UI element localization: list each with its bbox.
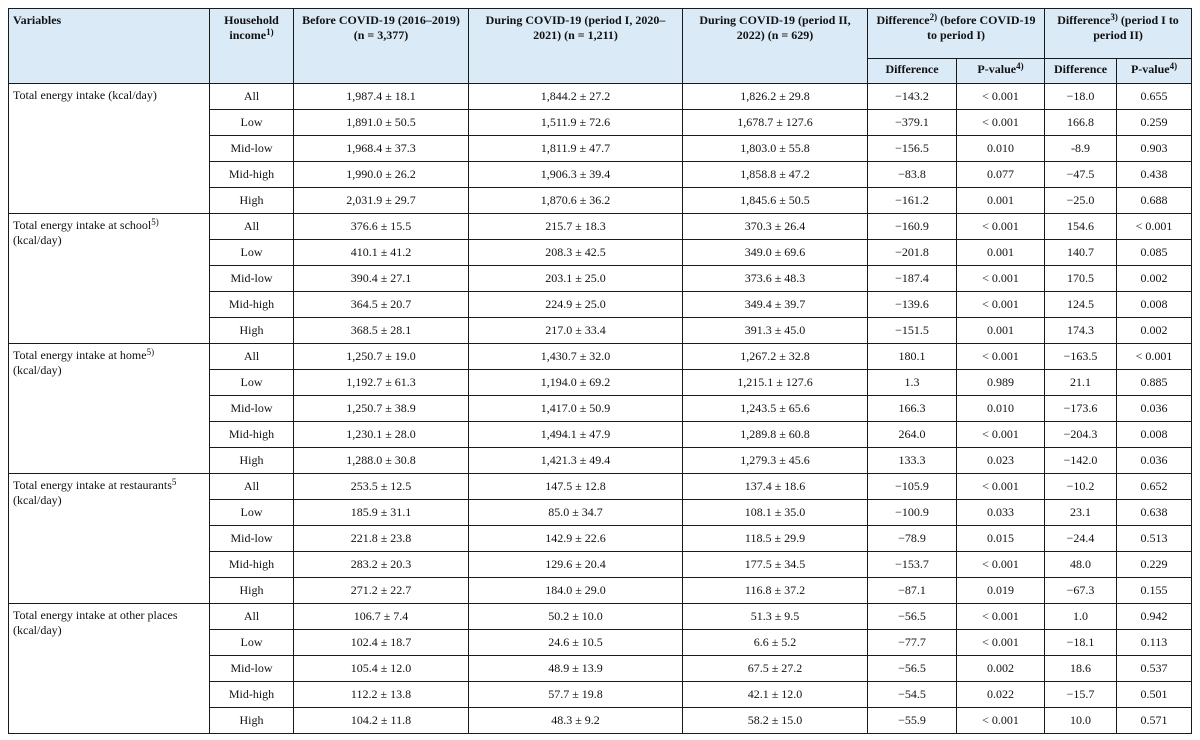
period2-cell: 177.5 ± 34.5 [683, 552, 868, 578]
table-row [9, 604, 1192, 630]
before-cell: 390.4 ± 27.1 [294, 266, 469, 292]
pvalue2-cell: 0.688 [1117, 188, 1192, 214]
difference1-cell: −153.7 [868, 552, 957, 578]
difference2-cell: 10.0 [1045, 708, 1117, 734]
income-cell: Low [210, 370, 294, 396]
before-cell: 1,990.0 ± 26.2 [294, 162, 469, 188]
variable-label [9, 214, 210, 344]
pvalue1-cell: < 0.001 [957, 266, 1045, 292]
difference2-cell: −24.4 [1045, 526, 1117, 552]
variable-footnote: 5) [146, 347, 155, 357]
before-cell: 364.5 ± 20.7 [294, 292, 469, 318]
variable-label-text: Total energy intake at school [13, 218, 152, 232]
difference1-cell: −156.5 [868, 136, 957, 162]
period1-cell: 208.3 ± 42.5 [469, 240, 683, 266]
income-cell: All [210, 344, 294, 370]
difference1-cell: 166.3 [868, 396, 957, 422]
variable-unit: (kcal/day) [13, 363, 62, 377]
pvalue2-cell: 0.259 [1117, 110, 1192, 136]
income-cell: High [210, 578, 294, 604]
period1-cell: 184.0 ± 29.0 [469, 578, 683, 604]
pvalue2-cell: 0.036 [1117, 396, 1192, 422]
pvalue1-cell: < 0.001 [957, 604, 1045, 630]
before-cell: 1,250.7 ± 19.0 [294, 344, 469, 370]
period2-cell: 51.3 ± 9.5 [683, 604, 868, 630]
pvalue2-cell: 0.155 [1117, 578, 1192, 604]
difference2-cell: −142.0 [1045, 448, 1117, 474]
period2-cell: 1,267.2 ± 32.8 [683, 344, 868, 370]
table-row [9, 84, 1192, 110]
difference2-cell: 1.0 [1045, 604, 1117, 630]
before-cell: 102.4 ± 18.7 [294, 630, 469, 656]
difference2-cell: −18.1 [1045, 630, 1117, 656]
pvalue2-cell: 0.008 [1117, 292, 1192, 318]
difference1-cell: −160.9 [868, 214, 957, 240]
variable-label-text: Total energy intake (kcal/day) [13, 88, 157, 102]
pvalue2-cell: 0.229 [1117, 552, 1192, 578]
pvalue1-cell: 0.010 [957, 396, 1045, 422]
period1-cell: 1,194.0 ± 69.2 [469, 370, 683, 396]
before-cell: 1,968.4 ± 37.3 [294, 136, 469, 162]
period2-cell: 1,215.1 ± 127.6 [683, 370, 868, 396]
pvalue1-cell: < 0.001 [957, 552, 1045, 578]
difference2-cell: −67.3 [1045, 578, 1117, 604]
pvalue2-cell: 0.438 [1117, 162, 1192, 188]
difference1-cell: −151.5 [868, 318, 957, 344]
difference2-cell: -8.9 [1045, 136, 1117, 162]
variable-footnote: 5 [171, 477, 177, 487]
variable-unit: (kcal/day) [13, 233, 62, 247]
income-cell: All [210, 474, 294, 500]
income-cell: All [210, 214, 294, 240]
difference1-cell: 264.0 [868, 422, 957, 448]
difference1-cell: −105.9 [868, 474, 957, 500]
variable-label [9, 474, 210, 604]
pvalue2-cell: < 0.001 [1117, 344, 1192, 370]
period1-cell: 1,906.3 ± 39.4 [469, 162, 683, 188]
table-body [9, 84, 1192, 734]
before-cell: 1,250.7 ± 38.9 [294, 396, 469, 422]
before-cell: 106.7 ± 7.4 [294, 604, 469, 630]
income-cell: Mid-low [210, 266, 294, 292]
pvalue2-cell: 0.002 [1117, 318, 1192, 344]
before-cell: 2,031.9 ± 29.7 [294, 188, 469, 214]
pvalue1-cell: 0.010 [957, 136, 1045, 162]
before-cell: 1,192.7 ± 61.3 [294, 370, 469, 396]
subheader-pvalue-2: P-value$^{4)}$ [1117, 59, 1192, 84]
period2-cell: 391.3 ± 45.0 [683, 318, 868, 344]
before-cell: 368.5 ± 28.1 [294, 318, 469, 344]
energy-intake-table [8, 8, 1192, 734]
before-cell: 253.5 ± 12.5 [294, 474, 469, 500]
difference2-cell: −204.3 [1045, 422, 1117, 448]
difference1-cell: −201.8 [868, 240, 957, 266]
period2-cell: 108.1 ± 35.0 [683, 500, 868, 526]
before-cell: 221.8 ± 23.8 [294, 526, 469, 552]
table-row [9, 344, 1192, 370]
header-difference-1: Difference$^{2)}$ (before COVID-19 to period I) [868, 9, 1045, 59]
before-cell: 1,288.0 ± 30.8 [294, 448, 469, 474]
income-cell: Mid-high [210, 292, 294, 318]
before-cell: 283.2 ± 20.3 [294, 552, 469, 578]
period2-cell: 58.2 ± 15.0 [683, 708, 868, 734]
period1-cell: 224.9 ± 25.0 [469, 292, 683, 318]
period1-cell: 1,811.9 ± 47.7 [469, 136, 683, 162]
period1-cell: 24.6 ± 10.5 [469, 630, 683, 656]
income-cell: Mid-high [210, 682, 294, 708]
difference1-cell: −100.9 [868, 500, 957, 526]
difference2-cell: 124.5 [1045, 292, 1117, 318]
variable-label-text: Total energy intake at home [13, 348, 147, 362]
income-cell: Mid-low [210, 136, 294, 162]
pvalue1-cell: 0.015 [957, 526, 1045, 552]
pvalue1-cell: 0.033 [957, 500, 1045, 526]
header-difference-2: Difference$^{3)}$ (period I to period II) [1045, 9, 1192, 59]
pvalue1-cell: < 0.001 [957, 110, 1045, 136]
variable-label [9, 84, 210, 214]
pvalue1-cell: 0.019 [957, 578, 1045, 604]
difference2-cell: −18.0 [1045, 84, 1117, 110]
difference2-cell: −10.2 [1045, 474, 1117, 500]
period2-cell: 1,289.8 ± 60.8 [683, 422, 868, 448]
pvalue1-cell: 0.989 [957, 370, 1045, 396]
period2-cell: 1,826.2 ± 29.8 [683, 84, 868, 110]
variable-label-text: Total energy intake at other places [13, 608, 178, 622]
pvalue1-cell: < 0.001 [957, 292, 1045, 318]
difference2-cell: 23.1 [1045, 500, 1117, 526]
header-household-income: Household income$^{1)}$ [210, 9, 294, 84]
table-row [9, 214, 1192, 240]
table-container [8, 8, 1192, 734]
period2-cell: 349.0 ± 69.6 [683, 240, 868, 266]
income-cell: All [210, 604, 294, 630]
variable-footnote: 5) [151, 217, 159, 227]
income-cell: Mid-low [210, 396, 294, 422]
period2-cell: 349.4 ± 39.7 [683, 292, 868, 318]
period2-cell: 1,678.7 ± 127.6 [683, 110, 868, 136]
period1-cell: 129.6 ± 20.4 [469, 552, 683, 578]
pvalue2-cell: 0.501 [1117, 682, 1192, 708]
pvalue1-cell: 0.001 [957, 318, 1045, 344]
pvalue2-cell: 0.537 [1117, 656, 1192, 682]
variable-unit: (kcal/day) [13, 493, 62, 507]
pvalue1-cell: 0.022 [957, 682, 1045, 708]
before-cell: 1,230.1 ± 28.0 [294, 422, 469, 448]
difference2-cell: 48.0 [1045, 552, 1117, 578]
subheader-pvalue-1: P-value$^{4)}$ [957, 59, 1045, 84]
period1-cell: 48.9 ± 13.9 [469, 656, 683, 682]
variable-label-text: Total energy intake at restaurants [13, 478, 172, 492]
pvalue2-cell: 0.638 [1117, 500, 1192, 526]
difference1-cell: −87.1 [868, 578, 957, 604]
header-variables: Variables [9, 9, 210, 84]
income-cell: High [210, 708, 294, 734]
pvalue2-cell: 0.942 [1117, 604, 1192, 630]
income-cell: Mid-high [210, 552, 294, 578]
income-cell: High [210, 318, 294, 344]
difference2-cell: 18.6 [1045, 656, 1117, 682]
period1-cell: 217.0 ± 33.4 [469, 318, 683, 344]
before-cell: 105.4 ± 12.0 [294, 656, 469, 682]
pvalue2-cell: 0.113 [1117, 630, 1192, 656]
difference2-cell: −47.5 [1045, 162, 1117, 188]
period1-cell: 215.7 ± 18.3 [469, 214, 683, 240]
difference1-cell: 133.3 [868, 448, 957, 474]
income-cell: High [210, 448, 294, 474]
income-cell: Low [210, 110, 294, 136]
difference1-cell: −56.5 [868, 656, 957, 682]
pvalue2-cell: 0.085 [1117, 240, 1192, 266]
pvalue1-cell: 0.002 [957, 656, 1045, 682]
difference1-cell: −56.5 [868, 604, 957, 630]
difference2-cell: −173.6 [1045, 396, 1117, 422]
pvalue1-cell: < 0.001 [957, 214, 1045, 240]
period1-cell: 1,421.3 ± 49.4 [469, 448, 683, 474]
difference2-cell: 21.1 [1045, 370, 1117, 396]
before-cell: 1,987.4 ± 18.1 [294, 84, 469, 110]
difference2-cell: 170.5 [1045, 266, 1117, 292]
difference1-cell: −161.2 [868, 188, 957, 214]
period1-cell: 1,870.6 ± 36.2 [469, 188, 683, 214]
difference1-cell: −139.6 [868, 292, 957, 318]
period1-cell: 142.9 ± 22.6 [469, 526, 683, 552]
difference1-cell: 180.1 [868, 344, 957, 370]
period2-cell: 118.5 ± 29.9 [683, 526, 868, 552]
income-cell: Mid-high [210, 422, 294, 448]
period2-cell: 1,858.8 ± 47.2 [683, 162, 868, 188]
income-cell: Low [210, 500, 294, 526]
variable-label [9, 344, 210, 474]
pvalue2-cell: < 0.001 [1117, 214, 1192, 240]
income-cell: Mid-low [210, 656, 294, 682]
period1-cell: 85.0 ± 34.7 [469, 500, 683, 526]
difference2-cell: −25.0 [1045, 188, 1117, 214]
difference2-cell: 174.3 [1045, 318, 1117, 344]
period2-cell: 1,845.6 ± 50.5 [683, 188, 868, 214]
subheader-difference-1: Difference [868, 59, 957, 84]
difference2-cell: −15.7 [1045, 682, 1117, 708]
pvalue1-cell: 0.001 [957, 240, 1045, 266]
pvalue1-cell: < 0.001 [957, 708, 1045, 734]
difference1-cell: −54.5 [868, 682, 957, 708]
difference2-cell: 154.6 [1045, 214, 1117, 240]
period1-cell: 1,511.9 ± 72.6 [469, 110, 683, 136]
difference1-cell: −55.9 [868, 708, 957, 734]
table-header [9, 9, 1192, 84]
period2-cell: 370.3 ± 26.4 [683, 214, 868, 240]
pvalue2-cell: 0.652 [1117, 474, 1192, 500]
pvalue1-cell: < 0.001 [957, 422, 1045, 448]
pvalue1-cell: < 0.001 [957, 84, 1045, 110]
period1-cell: 147.5 ± 12.8 [469, 474, 683, 500]
pvalue2-cell: 0.903 [1117, 136, 1192, 162]
difference1-cell: −77.7 [868, 630, 957, 656]
period1-cell: 1,417.0 ± 50.9 [469, 396, 683, 422]
period1-cell: 50.2 ± 10.0 [469, 604, 683, 630]
variable-unit: (kcal/day) [13, 623, 62, 637]
period2-cell: 42.1 ± 12.0 [683, 682, 868, 708]
difference1-cell: −379.1 [868, 110, 957, 136]
income-cell: High [210, 188, 294, 214]
period1-cell: 1,494.1 ± 47.9 [469, 422, 683, 448]
difference1-cell: −187.4 [868, 266, 957, 292]
period2-cell: 6.6 ± 5.2 [683, 630, 868, 656]
pvalue2-cell: 0.655 [1117, 84, 1192, 110]
subheader-difference-2: Difference [1045, 59, 1117, 84]
pvalue2-cell: 0.036 [1117, 448, 1192, 474]
difference1-cell: −78.9 [868, 526, 957, 552]
before-cell: 271.2 ± 22.7 [294, 578, 469, 604]
period1-cell: 48.3 ± 9.2 [469, 708, 683, 734]
pvalue2-cell: 0.002 [1117, 266, 1192, 292]
period2-cell: 67.5 ± 27.2 [683, 656, 868, 682]
period2-cell: 1,243.5 ± 65.6 [683, 396, 868, 422]
period2-cell: 1,803.0 ± 55.8 [683, 136, 868, 162]
before-cell: 1,891.0 ± 50.5 [294, 110, 469, 136]
pvalue2-cell: 0.885 [1117, 370, 1192, 396]
before-cell: 185.9 ± 31.1 [294, 500, 469, 526]
period2-cell: 137.4 ± 18.6 [683, 474, 868, 500]
header-period-2: During COVID-19 (period II, 2022) (n = 629) [683, 9, 868, 84]
pvalue1-cell: 0.001 [957, 188, 1045, 214]
pvalue1-cell: < 0.001 [957, 630, 1045, 656]
income-cell: All [210, 84, 294, 110]
difference1-cell: −143.2 [868, 84, 957, 110]
period2-cell: 1,279.3 ± 45.6 [683, 448, 868, 474]
period2-cell: 373.6 ± 48.3 [683, 266, 868, 292]
period2-cell: 116.8 ± 37.2 [683, 578, 868, 604]
difference2-cell: −163.5 [1045, 344, 1117, 370]
difference1-cell: 1.3 [868, 370, 957, 396]
header-period-1: During COVID-19 (period I, 2020–2021) (n = 1,211) [469, 9, 683, 84]
difference2-cell: 140.7 [1045, 240, 1117, 266]
before-cell: 112.2 ± 13.8 [294, 682, 469, 708]
pvalue2-cell: 0.513 [1117, 526, 1192, 552]
before-cell: 410.1 ± 41.2 [294, 240, 469, 266]
income-cell: Mid-low [210, 526, 294, 552]
before-cell: 376.6 ± 15.5 [294, 214, 469, 240]
before-cell: 104.2 ± 11.8 [294, 708, 469, 734]
variable-label [9, 604, 210, 734]
period1-cell: 57.7 ± 19.8 [469, 682, 683, 708]
pvalue2-cell: 0.571 [1117, 708, 1192, 734]
income-cell: Mid-high [210, 162, 294, 188]
period1-cell: 1,844.2 ± 27.2 [469, 84, 683, 110]
period1-cell: 1,430.7 ± 32.0 [469, 344, 683, 370]
difference1-cell: −83.8 [868, 162, 957, 188]
pvalue1-cell: < 0.001 [957, 474, 1045, 500]
header-before-covid: Before COVID-19 (2016–2019) (n = 3,377) [294, 9, 469, 84]
difference2-cell: 166.8 [1045, 110, 1117, 136]
pvalue1-cell: 0.077 [957, 162, 1045, 188]
income-cell: Low [210, 240, 294, 266]
pvalue1-cell: < 0.001 [957, 344, 1045, 370]
pvalue2-cell: 0.008 [1117, 422, 1192, 448]
period1-cell: 203.1 ± 25.0 [469, 266, 683, 292]
income-cell: Low [210, 630, 294, 656]
pvalue1-cell: 0.023 [957, 448, 1045, 474]
table-row [9, 474, 1192, 500]
